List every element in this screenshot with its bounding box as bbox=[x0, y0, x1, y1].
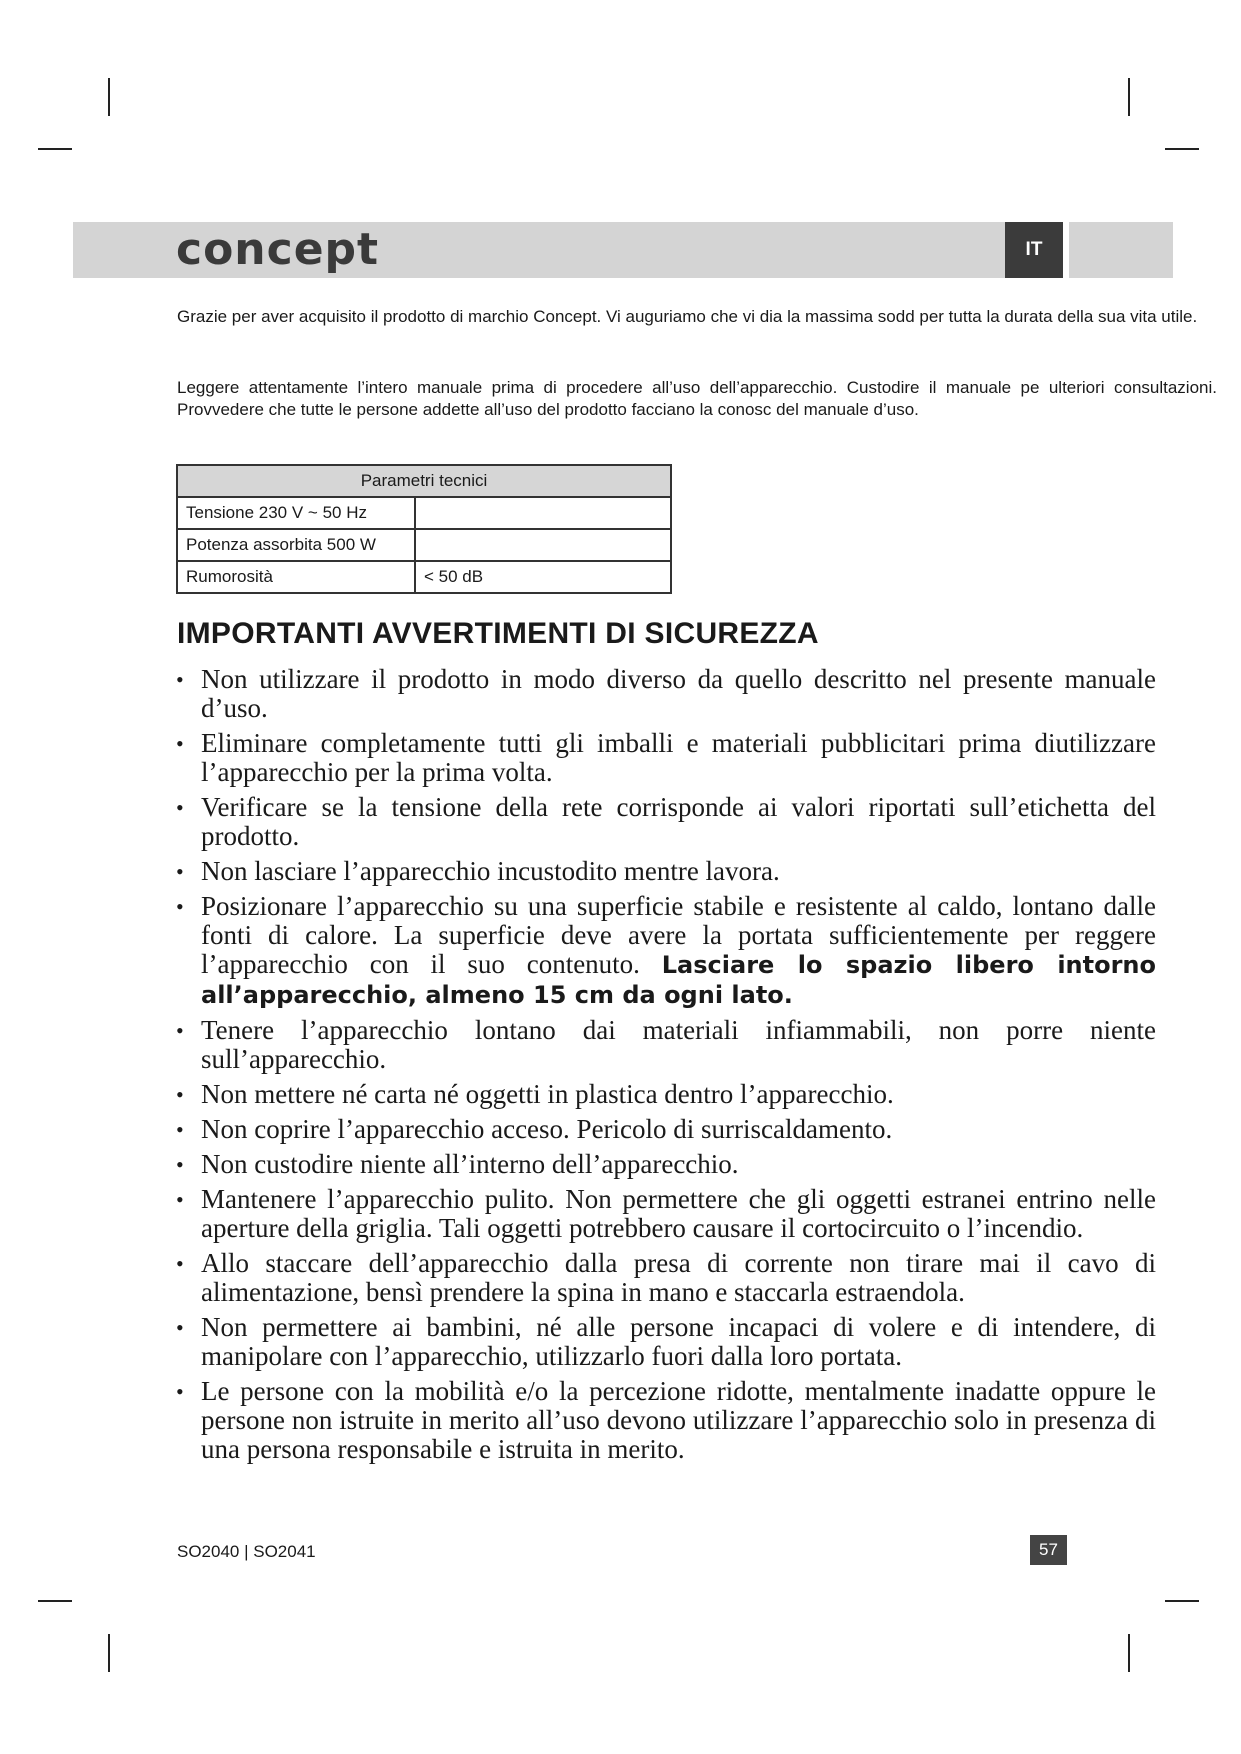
language-badge: IT bbox=[1005, 222, 1063, 278]
warning-text: Non permettere ai bambini, né alle persone incapaci di volere e di intendere, di manipolare con l’apparecchio, utilizzarlo fuori dalla loro portata. bbox=[201, 1312, 1156, 1371]
intro-paragraph-1 bbox=[177, 306, 1217, 328]
table-cell-label: Potenza assorbita 500 W bbox=[177, 529, 415, 561]
crop-mark-top-left bbox=[108, 78, 110, 116]
intro-text-2: Leggere attentamente l’intero manuale prima di procedere all’uso dell’apparecchio. Custodire il manuale pe ulteriori consultazioni. Provvedere che tutte le persone addette all’uso del prodotto facciano la conosc del manuale d’uso. bbox=[177, 378, 1217, 419]
crop-mark-top-right bbox=[1165, 148, 1199, 150]
crop-mark-bottom-right bbox=[1128, 1634, 1130, 1672]
warning-text: Le persone con la mobilità e/o la percezione ridotte, mentalmente inadatte oppure le persone non istruite in merito all’uso devono utilizzare l’apparecchio solo in presenza di una persona responsabile e istruita in merito. bbox=[201, 1376, 1156, 1464]
technical-parameters-table bbox=[176, 464, 672, 594]
warning-emphasis: Lasciare lo spazio libero intorno all’apparecchio, almeno 15 cm da ogni lato. bbox=[201, 951, 1157, 1009]
warning-text: Non lasciare l’apparecchio incustodito mentre lavora. bbox=[201, 856, 780, 886]
crop-mark-top-left bbox=[38, 148, 72, 150]
list-item bbox=[176, 1313, 1156, 1371]
intro-text-1: Grazie per aver acquisito il prodotto di marchio Concept. Vi auguriamo che vi dia la massima sodd per tutta la durata della sua vita utile. bbox=[177, 307, 1198, 326]
list-item bbox=[176, 1150, 1156, 1179]
warning-text: Posizionare l’apparecchio su una superficie stabile e resistente al caldo, lontano dalle fonti di calore. La superficie deve avere la portata sufficientemente per reggere l’apparecchio con il suo contenuto. bbox=[201, 891, 1156, 979]
warning-text: Verificare se la tensione della rete corrisponde ai valori riportati sull’etichetta del prodotto. bbox=[201, 792, 1156, 851]
list-item bbox=[176, 665, 1156, 723]
list-item bbox=[176, 857, 1156, 886]
table-row bbox=[177, 529, 671, 561]
table-header: Parametri tecnici bbox=[177, 465, 671, 497]
table-row bbox=[177, 561, 671, 593]
footer-model-number: SO2040 | SO2041 bbox=[177, 1542, 316, 1561]
warning-text: Non coprire l’apparecchio acceso. Pericolo di surriscaldamento. bbox=[201, 1114, 893, 1144]
list-item bbox=[176, 793, 1156, 851]
warning-text: Mantenere l’apparecchio pulito. Non permettere che gli oggetti estranei entrino nelle aperture della griglia. Tali oggetti potrebbero causare il cortocircuito o l’incendio. bbox=[201, 1184, 1156, 1243]
safety-warnings-list bbox=[176, 665, 1156, 1470]
warning-text: Allo staccare dell’apparecchio dalla presa di corrente non tirare mai il cavo di alimentazione, bensì prendere la spina in mano e staccarla estraendola. bbox=[201, 1248, 1156, 1307]
warning-text: Non utilizzare il prodotto in modo diverso da quello descritto nel presente manuale d’uso. bbox=[201, 664, 1156, 723]
warning-text: Non custodire niente all’interno dell’apparecchio. bbox=[201, 1149, 739, 1179]
list-item bbox=[176, 892, 1156, 1010]
table-row bbox=[177, 497, 671, 529]
list-item bbox=[176, 729, 1156, 787]
list-item bbox=[176, 1016, 1156, 1074]
page-number: 57 bbox=[1030, 1535, 1067, 1565]
header-band-gap bbox=[1063, 222, 1069, 278]
table-cell-label: Rumorosità bbox=[177, 561, 415, 593]
table-cell-value bbox=[415, 529, 671, 561]
crop-mark-bottom-right bbox=[1165, 1600, 1199, 1602]
brand-logo: concept bbox=[176, 224, 380, 275]
list-item bbox=[176, 1115, 1156, 1144]
intro-paragraph-2 bbox=[177, 377, 1217, 421]
crop-mark-bottom-left bbox=[38, 1600, 72, 1602]
crop-mark-bottom-left bbox=[108, 1634, 110, 1672]
warning-text: Non mettere né carta né oggetti in plastica dentro l’apparecchio. bbox=[201, 1079, 894, 1109]
warning-text: Tenere l’apparecchio lontano dai materiali infiammabili, non porre niente sull’apparecchio. bbox=[201, 1015, 1156, 1074]
table-cell-value bbox=[415, 497, 671, 529]
list-item bbox=[176, 1185, 1156, 1243]
section-title: IMPORTANTI AVVERTIMENTI DI SICUREZZA bbox=[177, 617, 819, 650]
crop-mark-top-right bbox=[1128, 78, 1130, 116]
list-item bbox=[176, 1377, 1156, 1464]
list-item bbox=[176, 1249, 1156, 1307]
list-item bbox=[176, 1080, 1156, 1109]
table-cell-value: < 50 dB bbox=[415, 561, 671, 593]
table-cell-label: Tensione 230 V ~ 50 Hz bbox=[177, 497, 415, 529]
table-header-row bbox=[177, 465, 671, 497]
warning-text: Eliminare completamente tutti gli imballi e materiali pubblicitari prima diutilizzare l’apparecchio per la prima volta. bbox=[201, 728, 1156, 787]
